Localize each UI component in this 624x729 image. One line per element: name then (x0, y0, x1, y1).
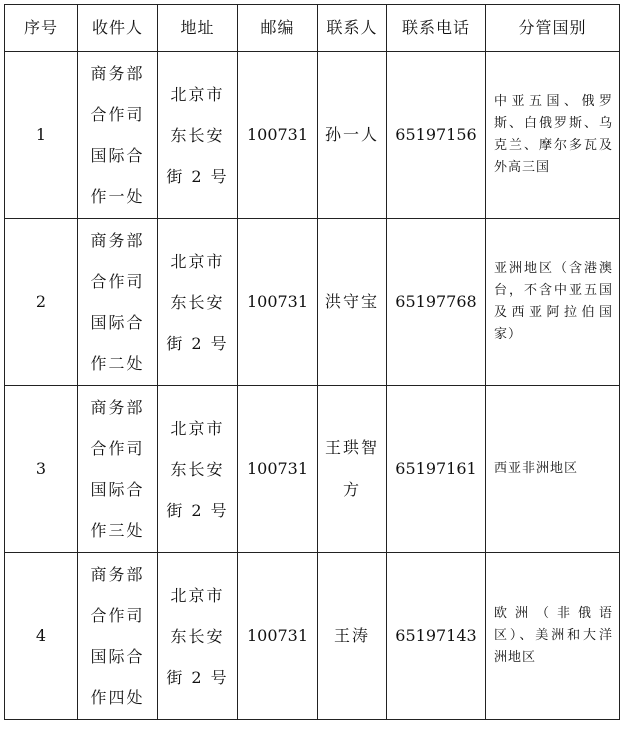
row-index: 2 (5, 219, 78, 386)
address-line: 北京市 (170, 84, 225, 104)
address-line: 东长安 (170, 459, 225, 479)
recipient-line: 作四处 (90, 688, 145, 707)
recipient-line: 商务部 (90, 231, 145, 250)
contact-table (4, 4, 620, 720)
table-row (5, 219, 620, 386)
header-address: 地址 (158, 5, 238, 52)
row-recipient (78, 52, 158, 219)
header-recipient: 收件人 (78, 5, 158, 52)
row-contact (318, 52, 387, 219)
table-row (5, 386, 620, 553)
recipient-line: 合作司 (90, 272, 145, 291)
recipient-line: 国际合 (90, 313, 145, 332)
row-postcode: 100731 (238, 219, 318, 386)
address-line: 街 2 号 (166, 333, 229, 353)
row-postcode: 100731 (238, 386, 318, 553)
address-line: 北京市 (170, 585, 225, 605)
row-address (158, 219, 238, 386)
address-line: 街 2 号 (166, 500, 229, 520)
table-row (5, 52, 620, 219)
row-phone: 65197161 (387, 386, 486, 553)
recipient-line: 作一处 (90, 187, 145, 206)
row-recipient (78, 553, 158, 720)
row-address (158, 553, 238, 720)
recipient-line: 商务部 (90, 565, 145, 584)
recipient-line: 合作司 (90, 439, 145, 458)
row-address (158, 52, 238, 219)
header-region: 分管国别 (486, 5, 620, 52)
address-line: 北京市 (170, 418, 225, 438)
row-recipient (78, 219, 158, 386)
region-text: 欧洲（非俄语区）、美洲和大洋洲地区 (494, 606, 613, 665)
row-index: 3 (5, 386, 78, 553)
header-contact: 联系人 (318, 5, 387, 52)
contact-line: 孙一人 (324, 125, 379, 144)
address-line: 东长安 (170, 125, 225, 145)
recipient-line: 国际合 (90, 647, 145, 666)
row-phone: 65197768 (387, 219, 486, 386)
header-index: 序号 (5, 5, 78, 52)
row-region (486, 52, 620, 219)
address-line: 东长安 (170, 292, 225, 312)
row-contact (318, 386, 387, 553)
recipient-line: 作三处 (90, 521, 145, 540)
recipient-line: 国际合 (90, 480, 145, 499)
row-region (486, 219, 620, 386)
recipient-line: 商务部 (90, 64, 145, 83)
row-region (486, 386, 620, 553)
address-line: 街 2 号 (166, 166, 229, 186)
header-postcode: 邮编 (238, 5, 318, 52)
contact-line: 王珙智 (324, 438, 379, 457)
row-postcode: 100731 (238, 52, 318, 219)
contact-line: 王涛 (333, 626, 370, 645)
row-region (486, 553, 620, 720)
region-text: 亚洲地区（含港澳台，不含中亚五国及西亚阿拉伯国家） (494, 261, 613, 342)
region-text: 西亚非洲地区 (494, 461, 579, 476)
row-phone: 65197156 (387, 52, 486, 219)
recipient-line: 商务部 (90, 398, 145, 417)
contact-line: 方 (342, 480, 361, 499)
row-phone: 65197143 (387, 553, 486, 720)
table-row (5, 553, 620, 720)
region-text: 中亚五国、俄罗斯、白俄罗斯、乌克兰、摩尔多瓦及外高三国 (494, 94, 613, 175)
row-index: 1 (5, 52, 78, 219)
contact-line: 洪守宝 (324, 292, 379, 311)
recipient-line: 作二处 (90, 354, 145, 373)
row-index: 4 (5, 553, 78, 720)
address-line: 街 2 号 (166, 667, 229, 687)
address-line: 东长安 (170, 626, 225, 646)
recipient-line: 合作司 (90, 606, 145, 625)
header-phone: 联系电话 (387, 5, 486, 52)
address-line: 北京市 (170, 251, 225, 271)
recipient-line: 国际合 (90, 146, 145, 165)
row-recipient (78, 386, 158, 553)
row-postcode: 100731 (238, 553, 318, 720)
row-contact (318, 219, 387, 386)
row-address (158, 386, 238, 553)
row-contact (318, 553, 387, 720)
recipient-line: 合作司 (90, 105, 145, 124)
header-row (5, 5, 620, 52)
